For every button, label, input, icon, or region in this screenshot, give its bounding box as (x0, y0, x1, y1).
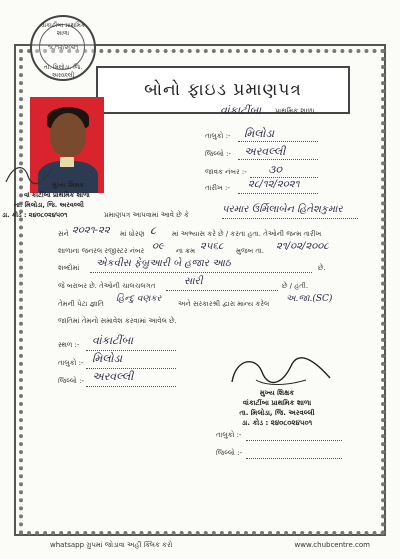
body-line1-label: પ્રમાણપત્ર આપવામાં આવે છે કે (104, 211, 189, 219)
sign-stamp-line3: તા. મિલોડા, જિ. અરવલ્લી (239, 409, 315, 417)
photo-face (50, 113, 86, 157)
place-underline (86, 350, 176, 351)
outward-number-value: ૩૦ (268, 163, 282, 176)
left-stamp-line4: ડા. કોડ : ૨૪૦૮૦૨૪૫૦૧ (2, 211, 68, 219)
outward-number-label: જાવક નંબર :- (205, 168, 247, 176)
outward-number-underline (250, 177, 318, 178)
head-teacher-signature (226, 352, 336, 392)
place-taluka-value: મિલોડા (92, 352, 123, 365)
body-line2-standard-label: માં ધોરણ (120, 230, 145, 238)
photo-collar (60, 157, 74, 167)
stamp-top-text: વાંકાટીંબા પ્રાથમિક શાળા (40, 22, 86, 37)
footer (50, 541, 370, 550)
body-line7: જાતિમાં તેમનો સમાવેશ કરવામાં આવેલ છે. (58, 317, 177, 325)
sign-stamp-line2: વાંકાટીંબા પ્રાથમિક શાળા (242, 399, 312, 407)
place-taluka-underline (86, 368, 176, 369)
body-line4-suffix: છે. (318, 264, 326, 272)
left-stamp-line1: મુખ્ય શિક્ષક (52, 181, 84, 189)
conduct-value: સારી (184, 276, 203, 287)
body-line4-words-label: શબ્દોમાં (58, 264, 80, 272)
header-taluka-underline (238, 141, 318, 142)
place-district-underline (86, 386, 176, 387)
date-label: તારીખ :- (205, 184, 230, 192)
date-underline (238, 193, 318, 194)
sub-caste-value: હિન્દુ વણકર (116, 294, 162, 304)
sign-taluka-underline (246, 440, 342, 441)
header-district-value: અરવલ્લી (244, 145, 286, 158)
header-district-label: જિલ્લો :- (205, 150, 231, 158)
register-number: ૦૯ (152, 241, 164, 252)
header-taluka-label: તાલુકો :- (205, 132, 231, 140)
left-stamp-line2: વાં કાટીંબા પ્રાથમિક શાળા (24, 191, 90, 199)
birth-date: ૨૧/૦૨/૨૦૦૮ (276, 241, 329, 252)
footer-whatsapp-link[interactable]: whatsapp ગ્રુપમાં જોડાવા અહીં ક્લિક કરો (50, 541, 173, 549)
left-signature (2, 160, 62, 190)
sign-stamp-line4: ડા. કોડ : ૨૪૦૮૦૨૪૫૦૧ (241, 419, 313, 427)
body-line3-register-label: શાળાના જનરલ રજીસ્ટર નંબર (58, 247, 145, 255)
body-line3-date-label: મુજબ તા. (236, 247, 264, 255)
place-value: વાંકાટીંબા (92, 334, 134, 347)
body-line3-serial-label: ના ક્રમ (176, 247, 196, 255)
sign-stamp-line1: મુખ્ય શિક્ષક (259, 389, 295, 397)
school-label: પ્રાથમિક શાળા, (275, 107, 317, 115)
body-line5-suffix: છે / હતી. (282, 282, 309, 290)
body-line2-year-label: સને (58, 230, 69, 238)
body-line5-conduct-label: જે બરાબર છે. તેઓની ચાલચલગત (58, 282, 156, 290)
academic-year: ૨૦૨૧-૨૨ (72, 225, 110, 236)
body-line1-underline (222, 218, 358, 219)
head-teacher-stamp (212, 388, 342, 428)
sign-district-underline (246, 458, 342, 459)
header-taluka-value: મિલોડા (244, 127, 275, 140)
body-line2-suffix: માં અભ્યાસ કરે છે / કરતા હતા. તેઓની જન્મ તારીખ (172, 230, 322, 238)
place-label: સ્થળ :- (58, 341, 80, 349)
school-name-handwritten: વાંકાટીંબા (220, 104, 262, 117)
header-district-underline (238, 159, 318, 160)
body-line6-caste-label: તેમની પેટા જ્ઞાતિ (58, 300, 104, 308)
caste-category: અ.જા.(SC) (286, 294, 333, 304)
place-district-value: અરવલ્લી (92, 370, 134, 383)
student-name: પરમાર ઉર્મિલાબેન હિતેશકુમાર (222, 204, 343, 215)
sign-taluka-label: તાલુકો :- (216, 431, 242, 439)
sign-district-label: જિલ્લો :- (216, 449, 242, 457)
date-value: ૨૮/૧૨/૨૦૨૧ (248, 179, 300, 190)
stamp-date: ૧૮/૧૨/૨૦૨૧ (48, 44, 79, 51)
round-school-stamp (30, 15, 96, 81)
body-line6-govt-label: અને સરકારશ્રી દ્વારા માન્ય કરેલ (178, 300, 270, 308)
serial-number: ૨૫૬૮ (200, 241, 224, 252)
body-line4-underline (90, 272, 312, 273)
footer-website-link[interactable]: www.chubcentre.com (294, 541, 370, 549)
birth-date-in-words: એકવીસ ફેબ્રુઆરી બે હજાર આઠ (96, 258, 231, 269)
body-line5-underline (166, 290, 278, 291)
stamp-bottom-text: તા. મિલોડા, જિ. અરવલ્લી (43, 64, 83, 79)
standard-value: ૮ (150, 224, 157, 237)
place-taluka-label: તાલુકો :- (58, 359, 84, 367)
certificate-title: બોનો ફાઇડ પ્રમાણપત્ર (96, 66, 350, 114)
place-district-label: જિલ્લો :- (58, 377, 84, 385)
left-stamp-line3: તા. મિલોડા, જિ. અરવલ્લી (14, 201, 84, 209)
